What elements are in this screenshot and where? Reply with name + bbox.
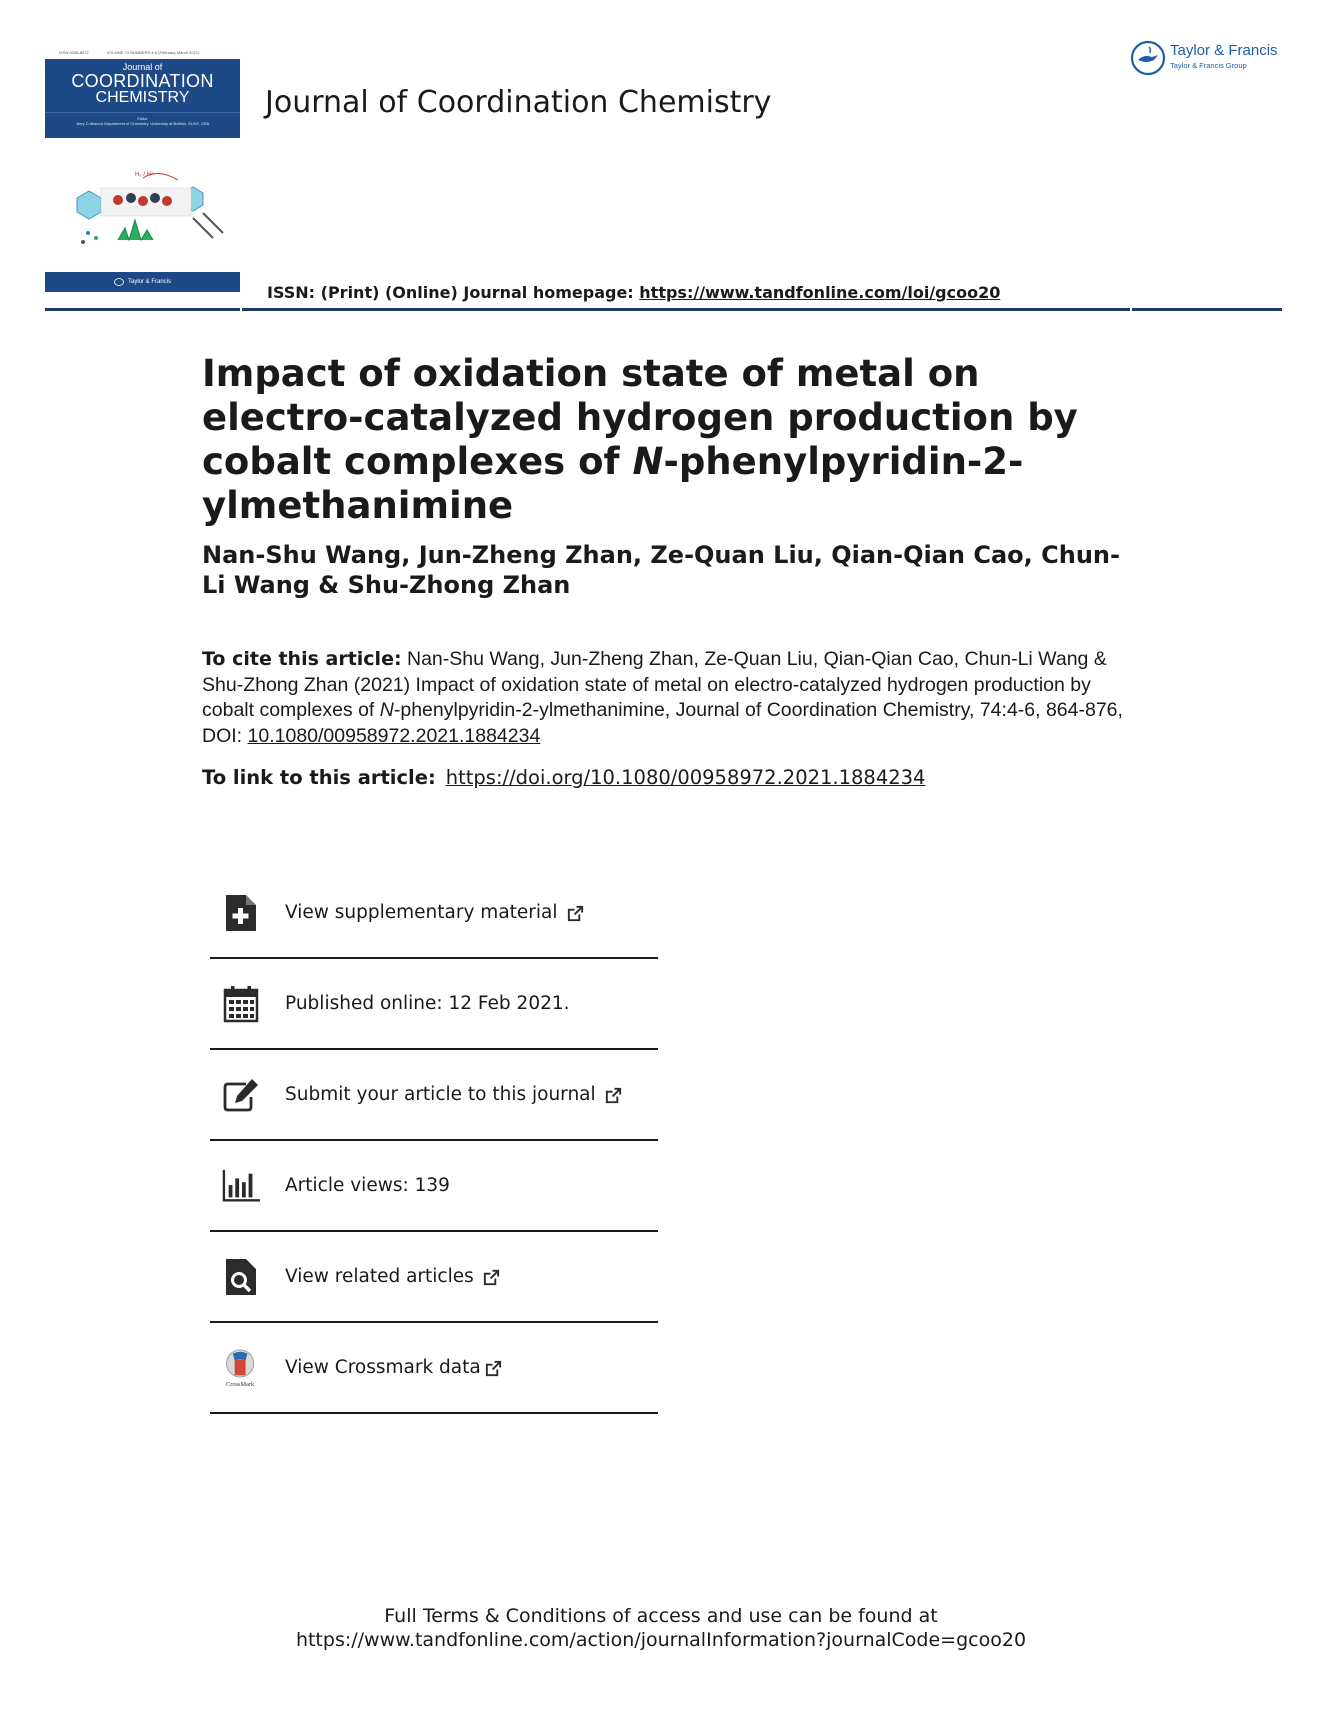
related-articles-text: View related articles [285, 1266, 474, 1287]
edit-icon [222, 1075, 260, 1115]
citation-block [202, 647, 1132, 749]
terms-line1: Full Terms & Conditions of access and use can be found at [384, 1605, 938, 1627]
cover-editor-label: Editor [137, 116, 148, 121]
supplementary-material-text: View supplementary material [285, 902, 558, 923]
header-rule-left [45, 308, 240, 311]
bar-chart-icon [222, 1166, 260, 1206]
header-rule-main [242, 308, 1130, 311]
taylor-francis-logo[interactable] [1130, 40, 1285, 76]
article-link-line [202, 766, 925, 789]
crossmark-logo-text: CrossMark [226, 1380, 255, 1388]
cite-text-part1: Nan-Shu Wang, Jun-Zheng Zhan, Ze-Quan Liu, Qian-Qian Cao, Chun-Li Wang & Shu-Zhong Zhan (2021) Impact of oxidation state of metal on electro-catalyzed hydrogen production by cobalt complexes of [202, 648, 1107, 721]
crossmark-icon [222, 1348, 260, 1388]
cite-text-italic: N [379, 699, 394, 721]
article-views-row [210, 1141, 658, 1232]
cover-publisher: Taylor & Francis [127, 279, 171, 285]
crossmark-text: View Crossmark data [285, 1357, 481, 1378]
published-online-row [210, 959, 658, 1050]
article-views-label: Article views: 139 [285, 1175, 450, 1196]
supplementary-material-label [285, 902, 585, 923]
submit-article-label [285, 1084, 623, 1105]
taylor-francis-group: Taylor & Francis Group [1170, 61, 1247, 70]
cover-editor-detail: Jerry D Atwood Department of Chemistry, University at Buffalo, SUNY, USA [75, 121, 210, 126]
external-link-icon [482, 1268, 501, 1287]
article-title [202, 352, 1102, 528]
article-doi-url[interactable]: https://doi.org/10.1080/00958972.2021.1884234 [445, 766, 926, 789]
header-rule-right [1132, 308, 1282, 311]
cover-title-band [45, 59, 240, 112]
issn-label: ISSN: (Print) (Online) Journal homepage: [267, 283, 640, 302]
supplementary-material-row[interactable] [210, 868, 658, 959]
cover-name-line1: COORDINATION [71, 71, 214, 91]
submit-article-text: Submit your article to this journal [285, 1084, 596, 1105]
journal-title: Journal of Coordination Chemistry [265, 85, 772, 120]
related-articles-label [285, 1266, 501, 1287]
related-articles-row[interactable] [210, 1232, 658, 1323]
taylor-francis-name: Taylor & Francis [1170, 42, 1278, 59]
cover-issn: ISSN 0095-8972 [59, 50, 89, 55]
link-label: To link to this article: [202, 766, 436, 789]
article-title-part1: Impact of oxidation state of metal on electro-catalyzed hydrogen production by cobalt complexes of [202, 352, 1078, 483]
article-authors: Nan-Shu Wang, Jun-Zheng Zhan, Ze-Quan Liu, Qian-Qian Cao, Chun-Li Wang & Shu-Zhong Zhan [202, 541, 1120, 599]
journal-cover [45, 50, 240, 294]
external-link-icon [604, 1086, 623, 1105]
cite-label: To cite this article: [202, 648, 402, 670]
calendar-icon [222, 984, 260, 1024]
article-title-part2: -phenylpyridin-2-ylmethanimine [202, 440, 1024, 527]
file-plus-icon [222, 893, 260, 933]
terms-url[interactable]: https://www.tandfonline.com/action/journalInformation?journalCode=gcoo20 [295, 1629, 1027, 1651]
issn-line [267, 283, 1000, 302]
cover-name-line2: CHEMISTRY [95, 89, 190, 106]
document-search-icon [222, 1257, 260, 1297]
cover-editor-block [45, 112, 240, 138]
taylor-francis-lamp-icon [1130, 40, 1166, 76]
external-link-icon [566, 904, 585, 923]
crossmark-label [285, 1357, 503, 1378]
published-online-label: Published online: 12 Feb 2021. [285, 993, 570, 1014]
cover-publisher-band [45, 272, 240, 292]
cite-text-part2: -phenylpyridin-2-ylmethanimine, Journal of Coordination Chemistry, 74:4-6, 864-876, DOI: [202, 699, 1123, 747]
crossmark-row[interactable] [210, 1323, 658, 1414]
cover-top-line [45, 50, 254, 58]
submit-article-row[interactable] [210, 1050, 658, 1141]
article-title-italic: N [632, 440, 664, 483]
cover-publisher-icon [114, 278, 124, 286]
terms-footer [0, 1604, 1322, 1652]
external-link-icon [484, 1359, 503, 1378]
cover-journal-of: Journal of [122, 62, 163, 72]
article-info-list [210, 868, 658, 1414]
svg-text:H₂ / H⁺: H₂ / H⁺ [135, 172, 155, 178]
journal-homepage-link[interactable]: https://www.tandfonline.com/loi/gcoo20 [639, 283, 1001, 302]
doi-link[interactable]: 10.1080/00958972.2021.1884234 [247, 724, 541, 747]
cover-artwork-image [63, 158, 228, 253]
cover-volume: VOLUME 74 NUMBERS 4-6 (February-March 2021) [106, 50, 200, 55]
